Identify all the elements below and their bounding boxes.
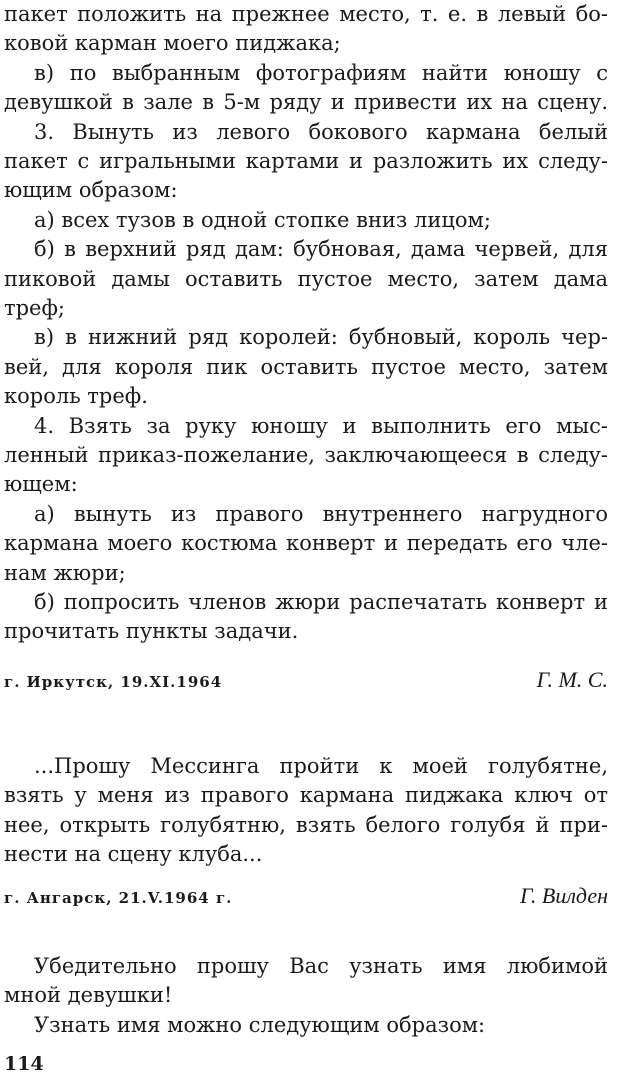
text-line: б) в верхний ряд дам: бубновая, дама червей, для (34, 237, 608, 262)
text-line: нее, открыть голубятню, взять белого голубя й при- (4, 812, 608, 837)
signature-name-2: Г. Вилден (520, 883, 608, 908)
text-line: вей, для короля пик оставить пустое место, затем (4, 354, 608, 379)
text-line: ковой карман моего пиджака; (4, 31, 341, 56)
text-line: 4. Взять за руку юношу и выполнить его мыс- (34, 413, 608, 438)
text-line: нам жюри; (4, 560, 126, 585)
text-line: мной девушки! (4, 983, 173, 1008)
text-line: б) попросить членов жюри распечатать конверт и (34, 590, 608, 614)
text-line: Убедительно прошу Вас узнать имя любимой (34, 954, 608, 978)
text-line: ленный приказ-пожелание, заключающееся в следу- (4, 443, 608, 467)
text-line: 3. Вынуть из левого бокового кармана белый (34, 119, 608, 144)
text-line: пиковой дамы оставить пустое место, затем дама (4, 266, 608, 291)
signature-name: Г. М. С. (536, 667, 608, 692)
text-line: кармана моего костюма конверт и передать его чле- (4, 531, 608, 556)
text-line: ...Прошу Мессинга пройти к моей голубятне, (34, 754, 608, 778)
text-line: прочитать пункты задачи. (4, 619, 299, 644)
text-line: взять у меня из правого кармана пиджака ключ от (4, 783, 608, 808)
text-line: пакет с игральными картами и разложить их следу- (4, 149, 608, 173)
text-line: пакет положить на прежнее место, т. е. в левый бо- (4, 2, 608, 26)
text-line: в) по выбранным фотографиям найти юношу с (34, 60, 608, 85)
signature-place-date-2: г. Ангарск, 21.V.1964 г. (4, 889, 233, 907)
text-line: король треф. (4, 384, 148, 409)
text-line: а) вынуть из правого внутреннего нагрудного (34, 501, 608, 526)
text-line: ющем: (4, 472, 78, 497)
text-line: нести на сцену клуба... (4, 842, 263, 867)
text-line: треф; (4, 296, 66, 320)
text-line: в) в нижний ряд королей: бубновый, король чер- (34, 325, 608, 350)
text-line: Узнать имя можно следующим образом: (34, 1012, 486, 1037)
text-line: ющим образом: (4, 178, 178, 203)
text-line: а) всех тузов в одной стопке вниз лицом; (34, 207, 491, 232)
text-line: девушкой в зале в 5-м ряду и привести их на сцену. (4, 90, 608, 115)
signature-place-date: г. Иркутск, 19.XI.1964 (4, 673, 223, 691)
page-number: 114 (4, 1053, 44, 1075)
